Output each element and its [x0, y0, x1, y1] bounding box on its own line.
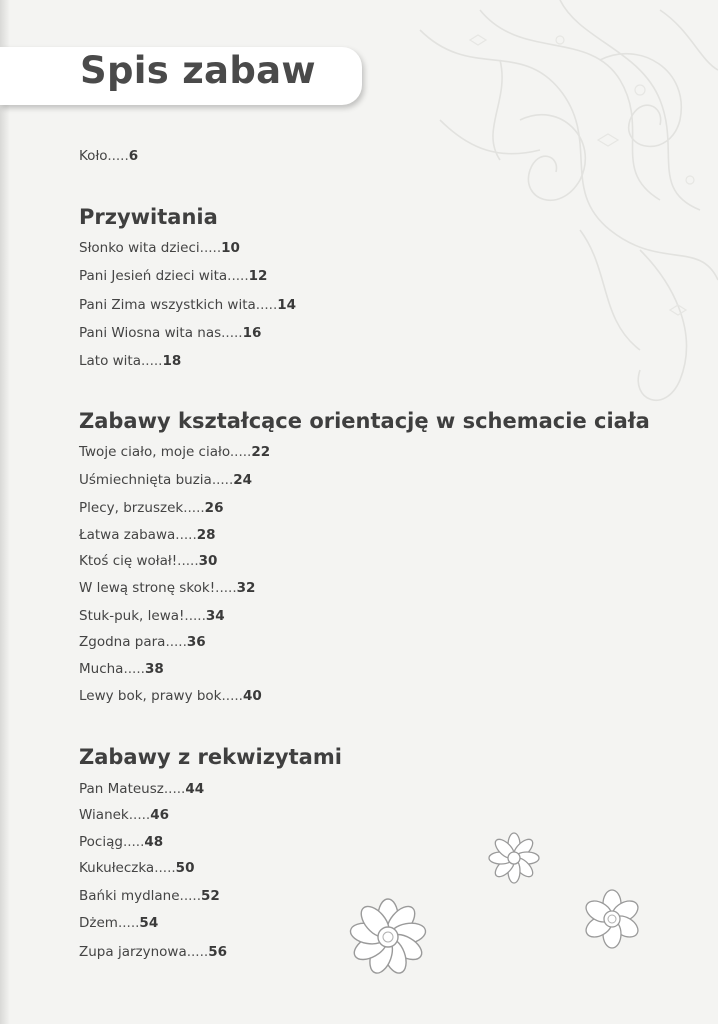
- toc-entry: [79, 834, 163, 850]
- entry-label: Mucha: [79, 661, 124, 677]
- entry-dots: .....: [123, 661, 145, 677]
- toc-entry: [79, 240, 240, 256]
- entry-label: Łatwa zabawa: [79, 527, 176, 543]
- entry-label: Plecy, brzuszek: [79, 500, 184, 516]
- entry-dots: .....: [229, 444, 252, 460]
- toc-entry: [79, 807, 169, 823]
- entry-dots: .....: [177, 553, 199, 569]
- entry-label: Pani Zima wszystkich wita: [79, 297, 256, 313]
- entry-page: 18: [162, 353, 182, 369]
- toc-entry: [79, 688, 262, 704]
- entry-label: Zupa jarzynowa: [79, 944, 187, 960]
- entry-label: Kukułeczka: [79, 860, 155, 876]
- entry-label: Pani Wiosna wita nas: [79, 325, 222, 341]
- flower-icon: [486, 830, 542, 886]
- entry-page: 28: [196, 527, 216, 543]
- entry-label: Twoje ciało, moje ciało: [79, 444, 230, 460]
- entry-dots: .....: [199, 240, 222, 256]
- entry-label: Dżem: [79, 915, 118, 931]
- entry-label: Wianek: [79, 807, 129, 823]
- toc-entry: [79, 634, 206, 650]
- entry-page: 46: [150, 807, 170, 823]
- toc-entry: [79, 500, 223, 516]
- entry-label: W lewą stronę skok!: [79, 580, 216, 596]
- toc-entry: [79, 553, 217, 569]
- flower-icon: [346, 895, 430, 979]
- entry-page: 38: [144, 661, 164, 677]
- entry-page: 52: [201, 888, 220, 904]
- entry-dots: .....: [215, 580, 237, 596]
- entry-page: 54: [139, 915, 159, 931]
- entry-page: 56: [208, 944, 227, 960]
- entry-label: Stuk-puk, lewa!: [79, 608, 185, 624]
- entry-dots: .....: [128, 807, 151, 823]
- toc-entry: [79, 944, 227, 960]
- entry-page: 10: [221, 240, 240, 256]
- toc-entry: [79, 472, 252, 488]
- entry-dots: .....: [163, 781, 186, 797]
- entry-page: 30: [198, 553, 218, 569]
- toc-entry: [79, 353, 181, 369]
- entry-label: Koło: [79, 148, 108, 164]
- section-title: Zabawy kształcące orientację w schemacie ciała: [79, 409, 650, 433]
- entry-label: Lewy bok, prawy bok: [79, 688, 222, 704]
- toc-entry: [79, 781, 204, 797]
- entry-label: Zgodna para: [79, 634, 166, 650]
- entry-page: 14: [277, 297, 297, 313]
- entry-dots: .....: [183, 500, 205, 516]
- entry-label: Ktoś cię wołał!: [79, 553, 178, 569]
- toc-entry: [79, 915, 158, 931]
- entry-label: Słonko wita dzieci: [79, 240, 200, 256]
- entry-dots: .....: [211, 472, 234, 488]
- toc-entry: [79, 580, 255, 596]
- entry-dots: .....: [154, 860, 176, 876]
- flower-icon: [579, 886, 645, 952]
- section-title: Przywitania: [79, 205, 218, 229]
- entry-label: Bańki mydlane: [79, 888, 180, 904]
- entry-page: 24: [233, 472, 253, 488]
- toc-entry: [79, 444, 270, 460]
- entry-page: 32: [236, 580, 256, 596]
- entry-dots: .....: [122, 834, 145, 850]
- toc-entry: [79, 888, 220, 904]
- entry-page: 40: [242, 688, 262, 704]
- entry-dots: .....: [175, 527, 197, 543]
- entry-dots: .....: [117, 915, 140, 931]
- entry-dots: .....: [227, 268, 249, 284]
- entry-page: 34: [205, 608, 225, 624]
- entry-page: 22: [251, 444, 271, 460]
- entry-page: 26: [204, 500, 224, 516]
- entry-dots: .....: [179, 888, 202, 904]
- entry-dots: .....: [141, 353, 163, 369]
- toc-entry: [79, 860, 194, 876]
- entry-page: 36: [186, 634, 206, 650]
- entry-label: Uśmiechnięta buzia: [79, 472, 212, 488]
- entry-page: 12: [248, 268, 268, 284]
- toc-entry: [79, 268, 267, 284]
- toc-entry: [79, 527, 216, 543]
- entry-page: 6: [128, 148, 139, 164]
- toc-entry: [79, 325, 261, 341]
- entry-label: Pani Jesień dzieci wita: [79, 268, 228, 284]
- entry-label: Lato wita: [79, 353, 141, 369]
- entry-dots: .....: [184, 608, 206, 624]
- entry-page: 48: [144, 834, 164, 850]
- toc-entry: [79, 148, 138, 164]
- toc-entry: [79, 297, 296, 313]
- entry-dots: .....: [221, 325, 243, 341]
- entry-page: 44: [185, 781, 205, 797]
- entry-dots: .....: [186, 944, 209, 960]
- entry-page: 16: [242, 325, 262, 341]
- section-title: Zabawy z rekwizytami: [79, 745, 342, 769]
- page-title: Spis zabaw: [80, 49, 316, 92]
- entry-dots: .....: [221, 688, 243, 704]
- toc-entry: [79, 661, 164, 677]
- entry-dots: .....: [107, 148, 129, 164]
- entry-dots: .....: [255, 297, 278, 313]
- entry-label: Pociąg: [79, 834, 123, 850]
- toc-entry: [79, 608, 225, 624]
- entry-dots: .....: [165, 634, 187, 650]
- entry-page: 50: [175, 860, 195, 876]
- entry-label: Pan Mateusz: [79, 781, 164, 797]
